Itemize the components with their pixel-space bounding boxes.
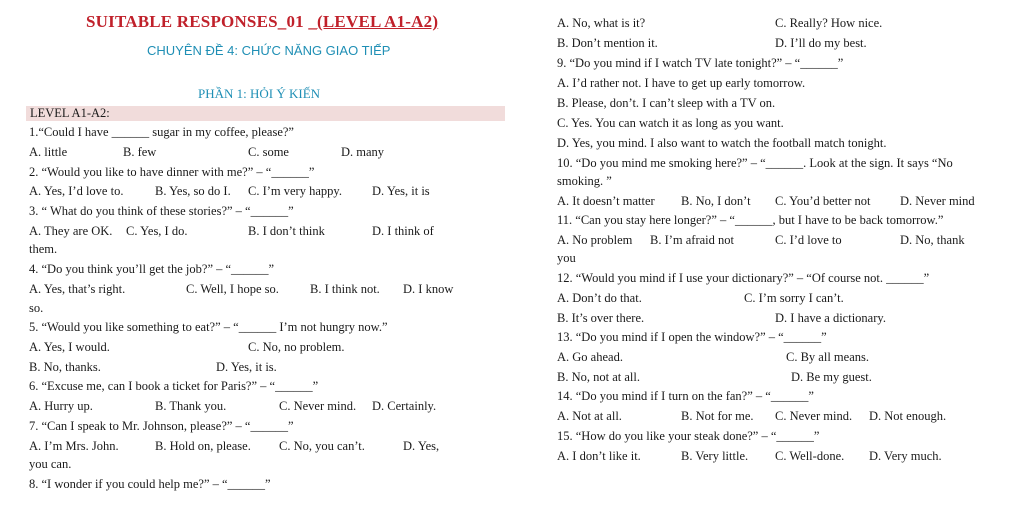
q13-option-a: A. Go ahead. <box>557 350 623 364</box>
question-12: 12. “Would you mind if I use your dictionary?” – “Of course not. ______” <box>557 271 930 285</box>
q11-option-a: A. No problem <box>557 233 633 247</box>
q1-option-a: A. little <box>29 145 68 159</box>
q3-option-a: A. They are OK. <box>29 224 113 238</box>
q13-option-b: B. No, not at all. <box>557 370 640 384</box>
q7-option-a: A. I’m Mrs. John. <box>29 439 119 453</box>
q14-option-b: B. Not for me. <box>681 409 754 423</box>
question-1: 1.“Could I have ______ sugar in my coffee, please?” <box>29 125 294 139</box>
q1-option-b: B. few <box>123 145 157 159</box>
q3-option-c: C. Yes, I do. <box>126 224 188 238</box>
question-13: 13. “Do you mind if I open the window?” – “______” <box>557 330 827 344</box>
question-10: 10. “Do you mind me smoking here?” – “______. Look at the sign. It says “No <box>557 156 953 170</box>
question-4: 4. “Do you think you’ll get the job?” – “______” <box>29 262 275 276</box>
q12-option-a: A. Don’t do that. <box>557 291 642 305</box>
title-level: (LEVEL A1-A2) <box>317 12 439 31</box>
q15-option-a: A. I don’t like it. <box>557 449 641 463</box>
q14-option-d: D. Not enough. <box>869 409 947 423</box>
q15-option-b: B. Very little. <box>681 449 749 463</box>
q4-option-d-wrap: so. <box>29 301 44 315</box>
q12-option-c: C. I’m sorry I can’t. <box>744 291 844 305</box>
q3-option-d: D. I think of <box>372 224 434 238</box>
q7-option-b: B. Hold on, please. <box>155 439 251 453</box>
question-7: 7. “Can I speak to Mr. Johnson, please?” – “______” <box>29 419 294 433</box>
question-10-wrap: smoking. ” <box>557 174 612 188</box>
q10-option-a: A. It doesn’t matter <box>557 194 655 208</box>
question-14: 14. “Do you mind if I turn on the fan?” – “______” <box>557 389 814 403</box>
question-3: 3. “ What do you think of these stories?” – “______” <box>29 204 294 218</box>
q4-option-a: A. Yes, that’s right. <box>29 282 126 296</box>
q5-option-b: B. No, thanks. <box>29 360 101 374</box>
q13-option-c: C. By all means. <box>786 350 869 364</box>
question-15: 15. “How do you like your steak done?” – “______” <box>557 429 820 443</box>
question-6: 6. “Excuse me, can I book a ticket for Paris?” – “______” <box>29 379 319 393</box>
q4-option-d: D. I know <box>403 282 454 296</box>
q5-option-d: D. Yes, it is. <box>216 360 277 374</box>
level-label: LEVEL A1-A2: <box>26 106 505 121</box>
q11-option-d-wrap: you <box>557 251 576 265</box>
question-9: 9. “Do you mind if I watch TV late tonight?” – “______” <box>557 56 844 70</box>
q8-option-c: C. Really? How nice. <box>775 16 883 30</box>
q14-option-c: C. Never mind. <box>775 409 853 423</box>
q8-option-d: D. I’ll do my best. <box>775 36 867 50</box>
question-8: 8. “I wonder if you could help me?” – “______” <box>29 477 271 491</box>
topic-subtitle: CHUYÊN ĐỀ 4: CHỨC NĂNG GIAO TIẾP <box>147 43 391 58</box>
q2-option-c: C. I’m very happy. <box>248 184 342 198</box>
q8-option-a: A. No, what is it? <box>557 16 646 30</box>
question-11: 11. “Can you stay here longer?” – “______, but I have to be back tomorrow.” <box>557 213 944 227</box>
q1-option-d: D. many <box>341 145 385 159</box>
q15-option-c: C. Well-done. <box>775 449 845 463</box>
q2-option-b: B. Yes, so do I. <box>155 184 231 198</box>
q1-option-c: C. some <box>248 145 289 159</box>
q10-option-c: C. You’d better not <box>775 194 871 208</box>
q9-option-d: D. Yes, you mind. I also want to watch the football match tonight. <box>557 136 887 150</box>
title-main: SUITABLE RESPONSES_01 _ <box>86 12 318 31</box>
q5-option-a: A. Yes, I would. <box>29 340 110 354</box>
q10-option-b: B. No, I don’t <box>681 194 751 208</box>
q4-option-c: C. Well, I hope so. <box>186 282 279 296</box>
q12-option-b: B. It’s over there. <box>557 311 645 325</box>
q3-option-d-wrap: them. <box>29 242 58 256</box>
q9-option-a: A. I’d rather not. I have to get up early tomorrow. <box>557 76 806 90</box>
question-5: 5. “Would you like something to eat?” – “______ I’m not hungry now.” <box>29 320 388 334</box>
q6-option-c: C. Never mind. <box>279 399 357 413</box>
worksheet-title <box>86 14 438 29</box>
question-2: 2. “Would you like to have dinner with me?” – “______” <box>29 165 315 179</box>
q6-option-d: D. Certainly. <box>372 399 437 413</box>
q7-option-d: D. Yes, <box>403 439 440 453</box>
q13-option-d: D. Be my guest. <box>791 370 872 384</box>
left-page <box>16 0 505 511</box>
q12-option-d: D. I have a dictionary. <box>775 311 886 325</box>
q7-option-d-wrap: you can. <box>29 457 72 471</box>
q7-option-c: C. No, you can’t. <box>279 439 365 453</box>
q2-option-a: A. Yes, I’d love to. <box>29 184 124 198</box>
q5-option-c: C. No, no problem. <box>248 340 345 354</box>
q10-option-d: D. Never mind <box>900 194 975 208</box>
q11-option-b: B. I’m afraid not <box>650 233 735 247</box>
q15-option-d: D. Very much. <box>869 449 942 463</box>
q9-option-b: B. Please, don’t. I can’t sleep with a TV on. <box>557 96 776 110</box>
q4-option-b: B. I think not. <box>310 282 380 296</box>
q6-option-a: A. Hurry up. <box>29 399 93 413</box>
q11-option-c: C. I’d love to <box>775 233 842 247</box>
q3-option-b: B. I don’t think <box>248 224 325 238</box>
q14-option-a: A. Not at all. <box>557 409 622 423</box>
q2-option-d: D. Yes, it is <box>372 184 430 198</box>
q6-option-b: B. Thank you. <box>155 399 227 413</box>
q8-option-b: B. Don’t mention it. <box>557 36 658 50</box>
q9-option-c: C. Yes. You can watch it as long as you want. <box>557 116 784 130</box>
q11-option-d: D. No, thank <box>900 233 965 247</box>
section-heading: PHẦN 1: HỎI Ý KIẾN <box>198 86 321 101</box>
right-page <box>522 0 1011 511</box>
